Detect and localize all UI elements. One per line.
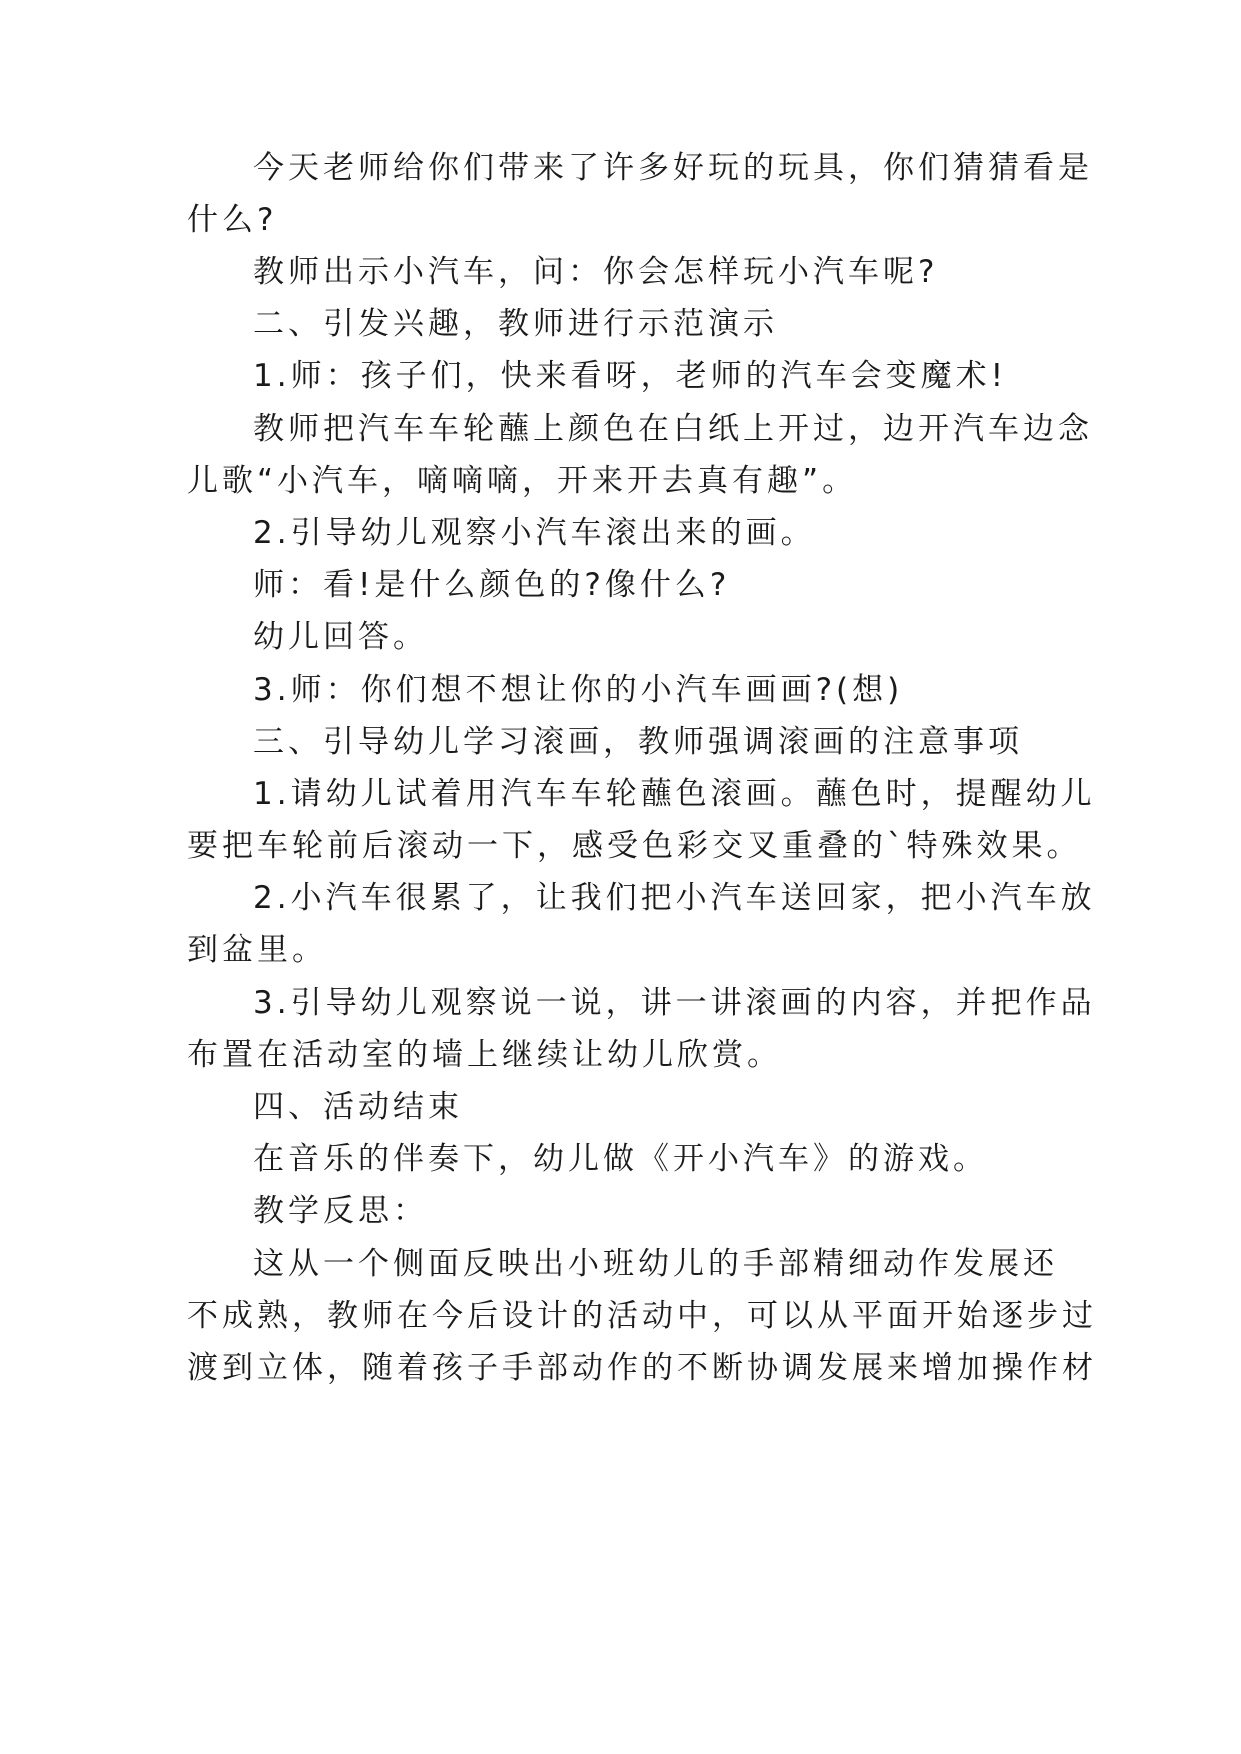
paragraph-line: 1.请幼儿试着用汽车车轮蘸色滚画。蘸色时，提醒幼儿 <box>253 776 1096 812</box>
section-heading: 二、引发兴趣，教师进行示范演示 <box>253 306 778 342</box>
paragraph-line: 不成熟，教师在今后设计的活动中，可以从平面开始逐步过 <box>187 1298 1097 1334</box>
section-heading: 三、引导幼儿学习滚画，教师强调滚画的注意事项 <box>253 724 1023 760</box>
paragraph-line: 什么? <box>187 202 278 238</box>
paragraph-line: 教师出示小汽车，问：你会怎样玩小汽车呢? <box>253 254 939 290</box>
paragraph-line: 儿歌“小汽车，嘀嘀嘀，开来开去真有趣”。 <box>187 463 858 499</box>
paragraph-line: 师：看!是什么颜色的?像什么? <box>253 567 731 603</box>
paragraph-line: 3.引导幼儿观察说一说，讲一讲滚画的内容，并把作品 <box>253 985 1096 1021</box>
paragraph-line: 2.小汽车很累了，让我们把小汽车送回家，把小汽车放 <box>253 880 1096 916</box>
paragraph-line: 渡到立体，随着孩子手部动作的不断协调发展来增加操作材 <box>187 1350 1097 1386</box>
paragraph-line: 今天老师给你们带来了许多好玩的玩具，你们猜猜看是 <box>253 150 1093 186</box>
paragraph-line: 3.师：你们想不想让你的小汽车画画?(想) <box>253 672 904 708</box>
section-heading: 四、活动结束 <box>253 1089 463 1125</box>
paragraph-line: 幼儿回答。 <box>253 619 428 655</box>
paragraph-line: 到盆里。 <box>187 932 327 968</box>
paragraph-line: 2.引导幼儿观察小汽车滚出来的画。 <box>253 515 816 551</box>
paragraph-line: 要把车轮前后滚动一下，感受色彩交叉重叠的`特殊效果。 <box>187 828 1082 864</box>
paragraph-line: 教师把汽车车轮蘸上颜色在白纸上开过，边开汽车边念 <box>253 411 1093 447</box>
paragraph-line: 在音乐的伴奏下，幼儿做《开小汽车》的游戏。 <box>253 1141 988 1177</box>
paragraph-line: 这从一个侧面反映出小班幼儿的手部精细动作发展还 <box>253 1246 1058 1282</box>
paragraph-line: 1.师：孩子们，快来看呀，老师的汽车会变魔术! <box>253 358 1008 394</box>
paragraph-line: 布置在活动室的墙上继续让幼儿欣赏。 <box>187 1037 782 1073</box>
section-heading: 教学反思： <box>253 1193 428 1229</box>
